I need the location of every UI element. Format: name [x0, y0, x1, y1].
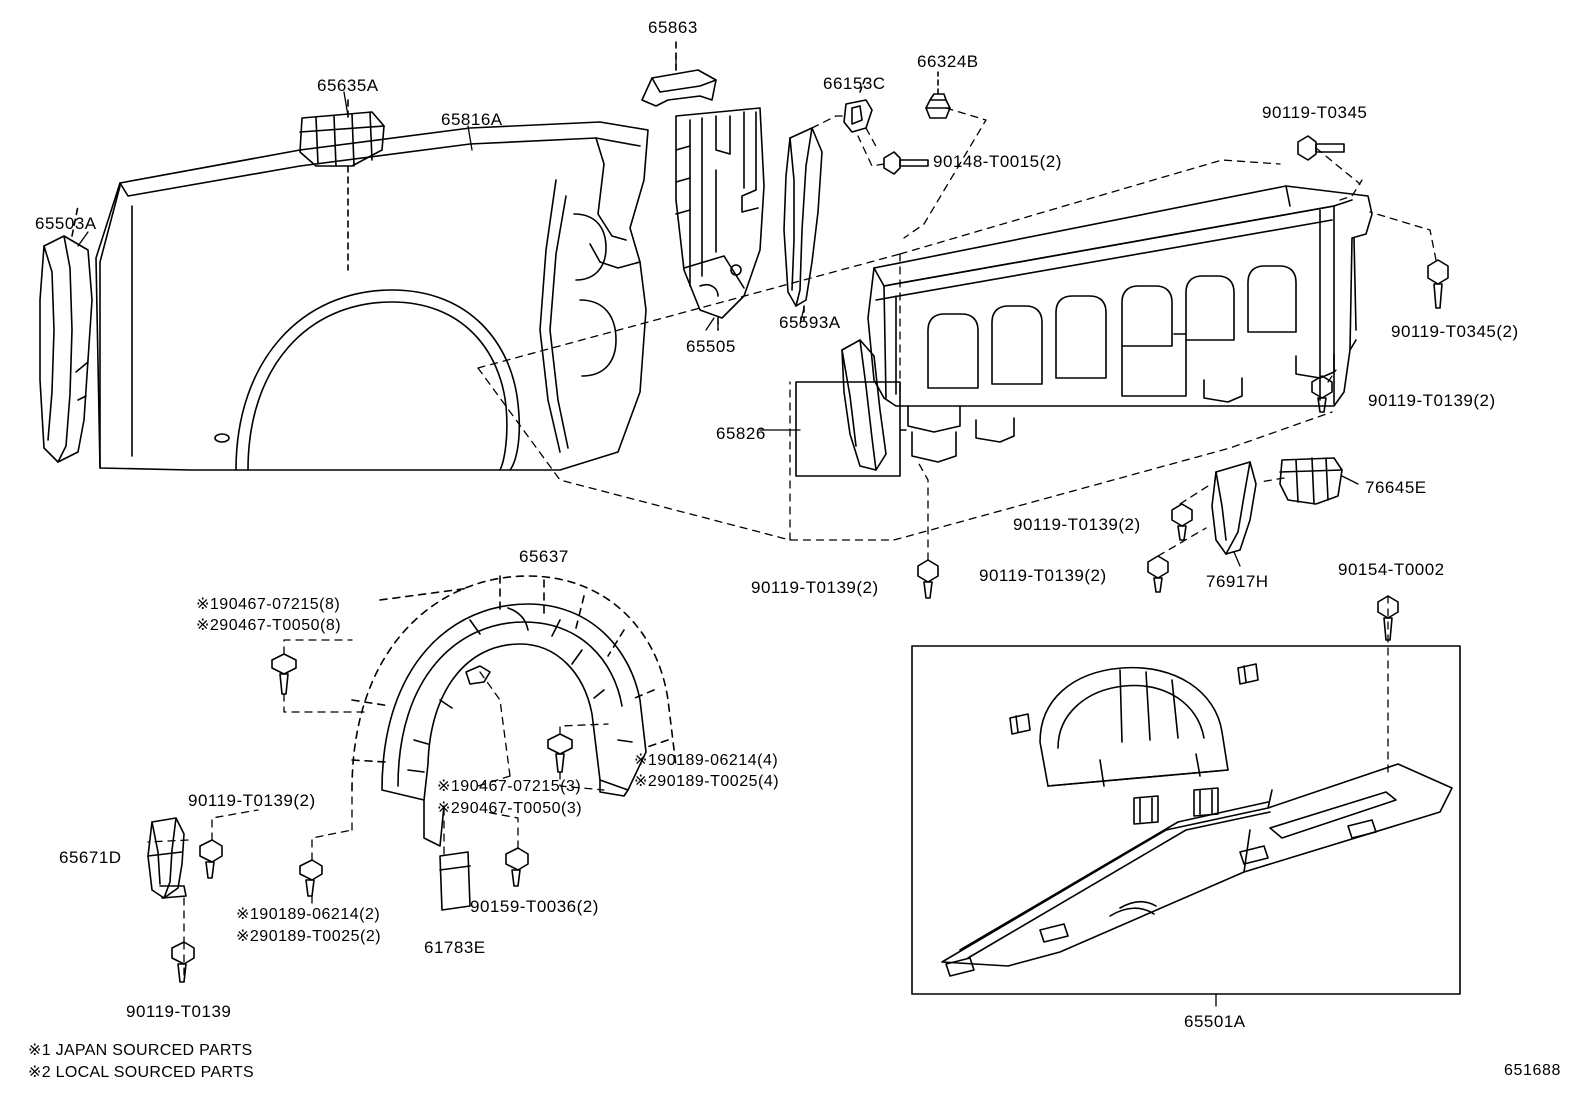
label-90159-t0036: 90159-T0036(2): [470, 897, 599, 916]
label-90148-t0015: 90148-T0015(2): [933, 152, 1062, 171]
label-66324b: 66324B: [917, 52, 979, 71]
clip-190189-06214-2: [300, 860, 322, 896]
label-65505: 65505: [686, 337, 736, 356]
bolt-90119-t0139-mid1: [1172, 504, 1192, 540]
nut-66324b: [926, 94, 950, 118]
label-290467-t0050-8: ※290467-T0050(8): [196, 617, 342, 634]
clip-190467-07215-8: [272, 654, 296, 694]
label-65501a: 65501A: [1184, 1012, 1246, 1031]
label-190467-07215-3: ※190467-07215(3): [437, 778, 582, 795]
panel-76645e: [1280, 458, 1342, 504]
bolt-90119-t0139-bottom: [918, 560, 938, 598]
panel-65826: [842, 340, 886, 470]
inset-part-lower-rail: [942, 764, 1452, 976]
label-90119-t0139-a: 90119-T0139(2): [1368, 391, 1496, 410]
label-190189-06214-4: ※190189-06214(4): [634, 752, 779, 769]
bolt-90119-t0139-lower: [172, 942, 194, 982]
label-76645e: 76645E: [1365, 478, 1427, 497]
label-90119-t0345-2: 90119-T0345(2): [1391, 322, 1519, 341]
label-90119-t0345: 90119-T0345: [1262, 103, 1368, 122]
label-90119-t0139-d: 90119-T0139(2): [751, 578, 879, 597]
diagram-code: 651688: [1504, 1062, 1561, 1079]
label-66153c: 66153C: [823, 74, 886, 93]
panel-65503a: [40, 236, 92, 462]
label-90154-t0002: 90154-T0002: [1338, 560, 1445, 579]
panel-76917h: [1212, 462, 1256, 554]
label-76917h: 76917H: [1206, 572, 1269, 591]
footnote-local-sourced: ※2 LOCAL SOURCED PARTS: [28, 1064, 254, 1081]
cap-65863: [642, 70, 716, 106]
bolt-90119-t0139-left: [200, 840, 222, 878]
label-90119-t0139-f: 90119-T0139: [126, 1002, 232, 1021]
bolt-90119-t0345-right: [1428, 260, 1448, 308]
inset-clip-top: [1238, 664, 1258, 684]
label-65593a: 65593A: [779, 313, 841, 332]
clip-190189-06214-4: [548, 734, 572, 772]
label-90119-t0139-b: 90119-T0139(2): [1013, 515, 1141, 534]
clip-66153c: [844, 100, 872, 132]
inset-clip-mid2: [1194, 788, 1218, 816]
label-65816a: 65816A: [441, 110, 503, 129]
clip-190467-07215-3: [466, 666, 490, 684]
label-90119-t0139-c: 90119-T0139(2): [979, 566, 1107, 585]
label-65635a: 65635A: [317, 76, 379, 95]
label-65826: 65826: [716, 424, 766, 443]
label-65671d: 65671D: [59, 848, 122, 867]
label-61783e: 61783E: [424, 938, 486, 957]
label-290189-t0025-4: ※290189-T0025(4): [634, 773, 780, 790]
bolt-90148-t0015: [884, 152, 928, 174]
label-65863: 65863: [648, 18, 698, 37]
inset-clip-left: [1010, 714, 1030, 734]
bracket-65635a: [300, 112, 384, 166]
bolt-90119-t0139-mid2: [1148, 556, 1168, 592]
bed-panel-assembly: [868, 186, 1372, 462]
bolt-90159-t0036: [506, 848, 528, 886]
bracket-65671d: [148, 818, 186, 898]
label-65637: 65637: [519, 547, 569, 566]
label-65503a: 65503A: [35, 214, 97, 233]
bracket-61783e: [440, 852, 470, 910]
quarter-panel-outer: [96, 122, 648, 470]
footnote-japan-sourced: ※1 JAPAN SOURCED PARTS: [28, 1042, 253, 1059]
inset-part-upper: [1040, 668, 1228, 786]
pillar-65593a: [784, 128, 822, 306]
inset-clip-mid1: [1134, 796, 1158, 824]
pillar-65505: [676, 108, 764, 318]
label-190189-06214-2: ※190189-06214(2): [236, 906, 381, 923]
bolt-90119-t0345-top: [1298, 136, 1344, 160]
label-290189-t0025-2: ※290189-T0025(2): [236, 928, 382, 945]
label-90119-t0139-e: 90119-T0139(2): [188, 791, 316, 810]
label-190467-07215-8: ※190467-07215(8): [196, 596, 341, 613]
label-290467-t0050-3: ※290467-T0050(3): [437, 800, 583, 817]
